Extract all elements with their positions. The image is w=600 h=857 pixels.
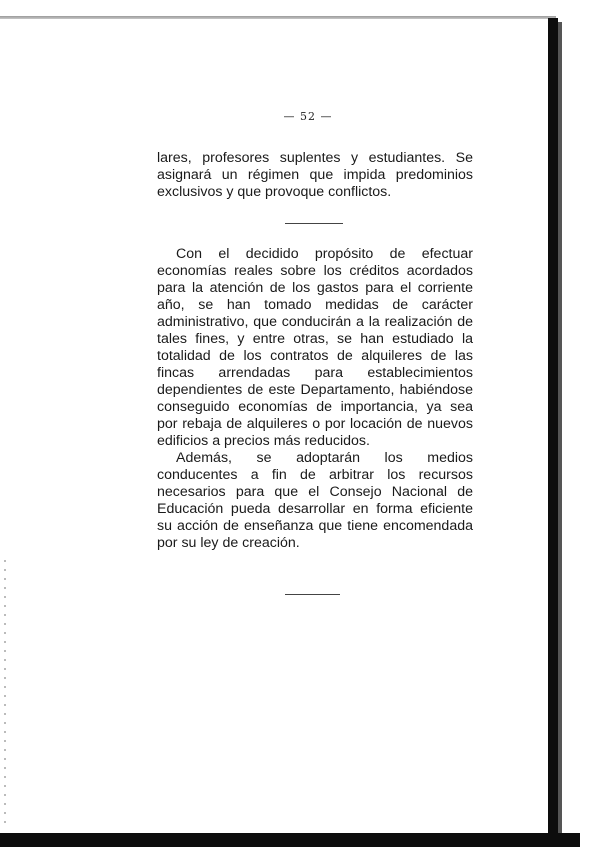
scan-edge-noise [4, 560, 6, 830]
scan-right-border [548, 18, 558, 838]
body-paragraph-economies: Con el decidido propósito de efectuar economías reales sobre los créditos acordados para la atención de los gastos para el corriente año, se han tomado medidas de carácter administrativo, que conducirán a la realización de tales fines, y entre otras, se han estudiado la totalidad de los contratos de alquileres de las fincas arrendadas para establecimientos dependientes de este Departamento, habiéndose conseguido economías de importancia, ya sea por rebaja de alquileres o por locación de nuevos edificios a precios más reducidos. [157, 246, 473, 449]
scan-right-border-shadow [558, 22, 562, 834]
body-paragraph-resources: Además, se adoptarán los medios conducentes a fin de arbitrar los recursos necesarios para que el Consejo Nacional de Educación pueda desarrollar en forma eficiente su acción de enseñanza que tiene encomendada por su ley de creación. [157, 450, 473, 551]
page-number: — 52 — [283, 110, 333, 123]
closing-divider-rule [285, 594, 340, 595]
continuation-text-block [157, 150, 473, 201]
scan-top-border [0, 16, 556, 19]
section-divider-rule [285, 223, 343, 224]
body-text-block [157, 246, 473, 552]
scan-bottom-border [0, 833, 580, 847]
continuation-paragraph: lares, profesores suplentes y estudiantes. Se asignará un régimen que impida predominios exclusivos y que provoque conflictos. [157, 150, 473, 200]
